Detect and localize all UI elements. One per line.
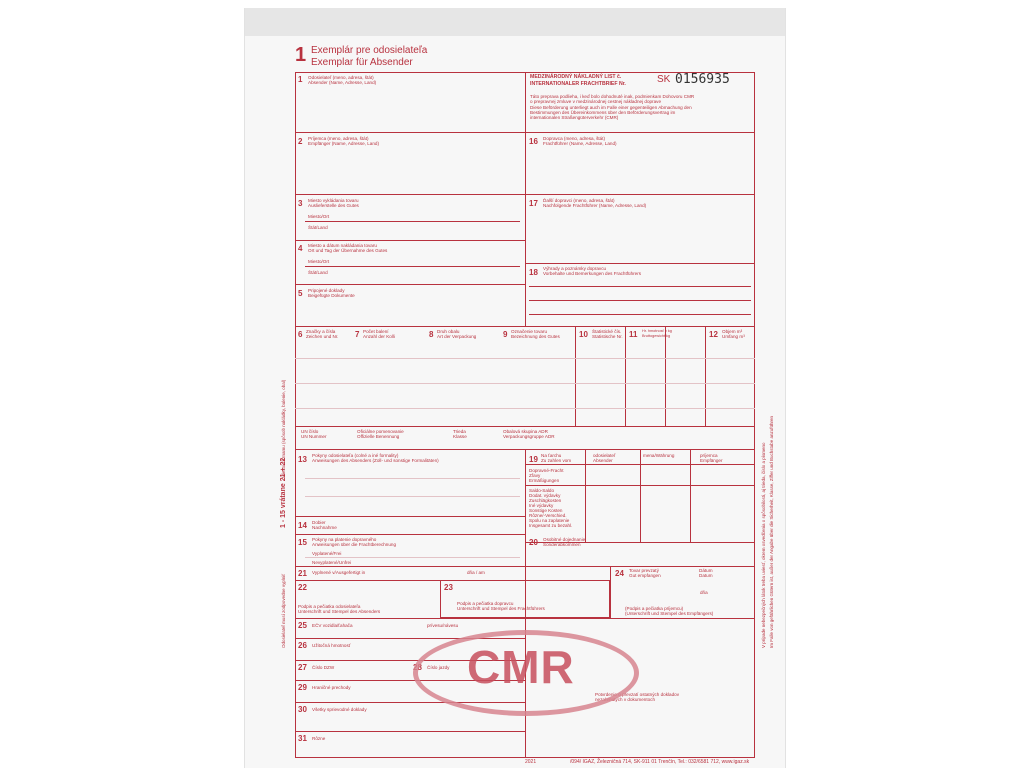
field-15-label-de: Anweisungen über die Frachtberechnung xyxy=(312,542,397,547)
intro-line-3: Diese Beförderung unterliegt auch im Falle einer gegenteiligen Abmachung den xyxy=(530,105,692,110)
field-2-number: 2 xyxy=(298,137,303,146)
field-21-number: 21 xyxy=(298,569,307,578)
field-2-label-sk: Príjemca (meno, adresa, štát) xyxy=(308,136,369,141)
field-19-label-de: Zu zahlen vom xyxy=(541,458,572,463)
field-19-row-freight: Dopravné-Fracht xyxy=(529,468,564,473)
field-15-paid: Vyplatené/Frei xyxy=(312,551,342,556)
field-17-label-de: Nachfolgende Frachtführer (Name, Adresse, Land) xyxy=(543,203,647,208)
field-24-number: 24 xyxy=(615,569,624,578)
field-14-label-sk: Dobier xyxy=(312,520,326,525)
field-6-label-de: Zeichen und Nr. xyxy=(306,334,339,339)
field-24-date-sk: Dátum xyxy=(699,568,713,573)
field-19-label-sk: Na ťarchu xyxy=(541,453,562,458)
side-text-right-2: Im Falle von gefährlichen Gütern ist, außer der Angabe über die Sicherheit, Klasse, Ziffer und Buchstabe anzuführen xyxy=(769,415,774,648)
field-3-label-sk: Miesto vykládania tovaru xyxy=(308,198,359,203)
field-24-label-sk: Tovar prevzatý xyxy=(629,568,659,573)
copy-title-sk: Exemplár pre odosielateľa xyxy=(311,45,428,56)
adr-group-de: Verpackungsgruppe ADR xyxy=(503,434,555,439)
intro-line-4: Bestimmungen des Übereinkommens über den Beförderungsvertrag im xyxy=(530,110,676,115)
field-17-number: 17 xyxy=(529,199,538,208)
field-19-col-sender-sk: odosielateľ xyxy=(593,453,616,458)
adr-group-sk: Obalová skupina ADR xyxy=(503,429,548,434)
field-26-number: 26 xyxy=(298,641,307,650)
field-6-label-sk: Značky a čísla xyxy=(306,329,336,334)
field-23-label-de: Unterschrift und Stempel des Frachtführers xyxy=(457,606,545,611)
field-19-row-misc: Rôzne/-Verschied. xyxy=(529,513,567,518)
field-14-label-de: Nachnahme xyxy=(312,525,337,530)
field-7-number: 7 xyxy=(355,330,360,339)
footer-year: 2021 xyxy=(525,759,537,765)
country-code: SK xyxy=(657,74,671,85)
field-13-label-de: Anweisungen des Absenders (Zoll- und sonstige Formalitäten) xyxy=(312,458,439,463)
field-24-sign-sk: (Podpis a pečiatka príjemcu) xyxy=(625,606,684,611)
field-22-label-sk: Podpis a pečiatka odosielateľa xyxy=(298,604,361,609)
field-18-label-sk: Výhrady a poznámky dopravcu xyxy=(543,266,607,271)
field-7-label-sk: Počet balení xyxy=(363,329,389,334)
field-19-col-recv-de: Empfänger xyxy=(700,458,723,463)
field-19-row-other-sk: Iné výdavky xyxy=(529,503,554,508)
field-4-country: Štát/Land xyxy=(308,270,328,275)
field-5-label-sk: Pripojené doklady xyxy=(308,288,345,293)
field-20-label-de: Sonderabkommen xyxy=(543,542,581,547)
field-27-label: Číslo DZW xyxy=(312,665,335,670)
field-10-label-de: Statistische Nr. xyxy=(592,334,623,339)
intro-line-2: o prepravnej zmluve v medzinárodnej cestnej nákladnej doprave xyxy=(530,99,661,104)
field-8-label-sk: Druh obalu xyxy=(437,329,460,334)
field-12-label-de: Umfang m³ xyxy=(722,334,745,339)
field-10-number: 10 xyxy=(579,330,588,339)
field-17-label-sk: Ďalší dopravci (meno, adresa, štát) xyxy=(543,198,615,203)
field-11-label-sk: Hr. hmotnosť v kg xyxy=(642,329,672,333)
adr-name-sk: Oficiálne pomenovanie xyxy=(357,429,404,434)
field-19-col-sender-de: Absender xyxy=(593,458,613,463)
side-text-left-1: Miesto záznamu (spôsob nakládky, balenie, obal) xyxy=(281,379,286,478)
field-19-row-extra-de: Zuschlägkosten xyxy=(529,498,562,503)
field-19-row-saldo: Saldo-Saldo xyxy=(529,488,555,493)
field-12-label-sk: Objem m³ xyxy=(722,329,743,334)
field-26-label: Užitočná hmotnosť xyxy=(312,643,351,648)
field-25-trailer: prívesu/návesu xyxy=(427,623,459,628)
field-21-label: Vyplnené v/Ausgefertigt in xyxy=(312,570,366,575)
confirm-label-sk: Potvrdenie o prevzatí ostatných dokladov xyxy=(595,692,680,697)
field-21-date: dňa / am xyxy=(467,570,485,575)
side-text-left-2: 1 - 15 vrátane 21 + 22 xyxy=(280,457,287,528)
field-31-number: 31 xyxy=(298,734,307,743)
field-8-number: 8 xyxy=(429,330,434,339)
field-19-row-total-sk: Spolu na zaplatenie xyxy=(529,518,570,523)
field-1-number: 1 xyxy=(298,75,303,84)
field-30-label: Všetky sprievodné doklady xyxy=(312,707,367,712)
field-19-number: 19 xyxy=(529,455,538,464)
field-25-label: EČV vozidla/ťahača xyxy=(312,623,353,628)
field-20-label-sk: Osobitné dojednanie xyxy=(543,537,586,542)
field-15-unpaid: Nevyplatené/Unfrei xyxy=(312,560,352,565)
field-1-label-de: Absender (Name, Adresse, Land) xyxy=(308,80,377,85)
field-9-number: 9 xyxy=(503,330,508,339)
field-31-label: Rôzne xyxy=(312,736,326,741)
field-3-number: 3 xyxy=(298,199,303,208)
field-13-number: 13 xyxy=(298,455,307,464)
adr-name-de: Offizielle Benennung xyxy=(357,434,400,439)
field-16-label-sk: Dopravca (meno, adresa, štát) xyxy=(543,136,606,141)
field-5-number: 5 xyxy=(298,289,303,298)
field-4-label-de: Ort und Tag der Übernahme des Gutes xyxy=(308,248,388,253)
field-23-number: 23 xyxy=(444,583,453,592)
field-29-number: 29 xyxy=(298,683,307,692)
field-19-row-discount-sk: Zľavy xyxy=(529,473,541,478)
field-5-label-de: Beigefügte Dokumente xyxy=(308,293,355,298)
field-16-label-de: Frachtführer (Name, Adresse, Land) xyxy=(543,141,617,146)
field-19-row-total-de: Insgesamt zu bezahl. xyxy=(529,523,573,528)
field-14-number: 14 xyxy=(298,521,307,530)
field-3-city: Miesto/Ort xyxy=(308,214,330,219)
adr-un-de: UN Nummer xyxy=(301,434,327,439)
field-15-number: 15 xyxy=(298,538,307,547)
field-24-label-de: Gut empfangen xyxy=(629,573,661,578)
field-22-label-de: Unterschrift und Stempel des Absenders xyxy=(298,609,381,614)
field-9-label-sk: Označenie tovaru xyxy=(511,329,548,334)
field-13-label-sk: Pokyny odosielateľa (colné a iné formality) xyxy=(312,453,399,458)
field-22-number: 22 xyxy=(298,583,307,592)
serial-number: 0156935 xyxy=(675,72,730,87)
field-19-row-discount-de: Ermäßigungen xyxy=(529,478,560,483)
field-1-label-sk: Odosielateľ (meno, adresa, štát) xyxy=(308,75,374,80)
field-3-label-de: Auslieferstelle des Gutes xyxy=(308,203,359,208)
side-text-right-1: V prípade nebezpečných látok treba uviesť, okrem osvedčenia o spôsobilosti, aj trieda, číslo a písmeno xyxy=(761,442,766,648)
field-24-sign-de: (Unterschrift und Stempel des Empfängers) xyxy=(625,611,714,616)
scan-top-band xyxy=(245,8,785,36)
field-20-number: 20 xyxy=(529,538,538,547)
field-27-number: 27 xyxy=(298,663,307,672)
field-4-number: 4 xyxy=(298,244,303,253)
adr-class-de: Klasse xyxy=(453,434,467,439)
adr-class-sk: Trieda xyxy=(453,429,466,434)
field-11-number: 11 xyxy=(629,330,638,339)
cmr-sheet xyxy=(244,8,786,768)
confirm-label-de: nezahrnutých v dokumentoch xyxy=(595,697,656,702)
field-16-number: 16 xyxy=(529,137,538,146)
field-19-col-currency: mena/Währung xyxy=(643,453,675,458)
field-30-number: 30 xyxy=(298,705,307,714)
field-25-number: 25 xyxy=(298,621,307,630)
intro-line-1: Táto preprava podlieha, i keď bolo dohodnuté inak, podmienkam Dohovoru CMR xyxy=(530,94,695,99)
field-23-box xyxy=(440,580,610,618)
field-11-label-de: Bruttogewicht kg xyxy=(642,334,671,338)
field-23-label-sk: Podpis a pečiatka dopravcu xyxy=(457,601,514,606)
field-29-label: Hraničné prechody xyxy=(312,685,351,690)
field-18-number: 18 xyxy=(529,268,538,277)
field-19-row-other-de: Sonstige Kosten xyxy=(529,508,563,513)
field-8-label-de: Art der Verpackung xyxy=(437,334,477,339)
intro-line-5: internationalen Straßengüterverkehr (CMR) xyxy=(530,115,619,120)
side-text-left-3: Odosielateľ musí zodpovedne vyplniť xyxy=(281,573,286,648)
adr-un-sk: UN číslo xyxy=(301,429,319,434)
field-6-number: 6 xyxy=(298,330,303,339)
field-3-country: Štát/Land xyxy=(308,225,328,230)
form-title-sk: MEDZINÁRODNÝ NÁKLADNÝ LIST č. xyxy=(530,74,622,80)
form-title-de: INTERNATIONALER FRACHTBRIEF Nr. xyxy=(530,81,626,87)
footer-printer: /094/ IGAZ, Železničná 714, SK-911 01 Trenčín, Tel.: 032/6581 712, www.igaz.sk xyxy=(570,759,750,765)
field-24-day: dňa xyxy=(700,590,708,595)
field-28-number: 28 xyxy=(413,663,422,672)
field-19-col-recv-sk: príjemca xyxy=(700,453,718,458)
field-28-label: Číslo jazdy xyxy=(427,665,450,670)
field-4-city: Miesto/Ort xyxy=(308,259,330,264)
field-10-label-sk: Štatistické čís. xyxy=(592,329,622,334)
field-24-date-de: Datum xyxy=(699,573,713,578)
field-19-row-extra-sk: Dodat. výdavky xyxy=(529,493,561,498)
field-7-label-de: Anzahl der Kolli xyxy=(363,334,395,339)
field-15-label-sk: Pokyny na platenie dopravného xyxy=(312,537,377,542)
field-18-label-de: Vorbehalte und Bemerkungen des Frachtführers xyxy=(543,271,642,276)
field-9-label-de: Bezeichnung des Gutes xyxy=(511,334,560,339)
field-4-label-sk: Miesto a dátum nakládania tovaru xyxy=(308,243,377,248)
field-2-label-de: Empfänger (Name, Adresse, Land) xyxy=(308,141,379,146)
field-12-number: 12 xyxy=(709,330,718,339)
copy-number: 1 xyxy=(295,44,307,66)
cmr-watermark-text: CMR xyxy=(467,641,575,693)
copy-title-de: Exemplar für Absender xyxy=(311,57,413,68)
